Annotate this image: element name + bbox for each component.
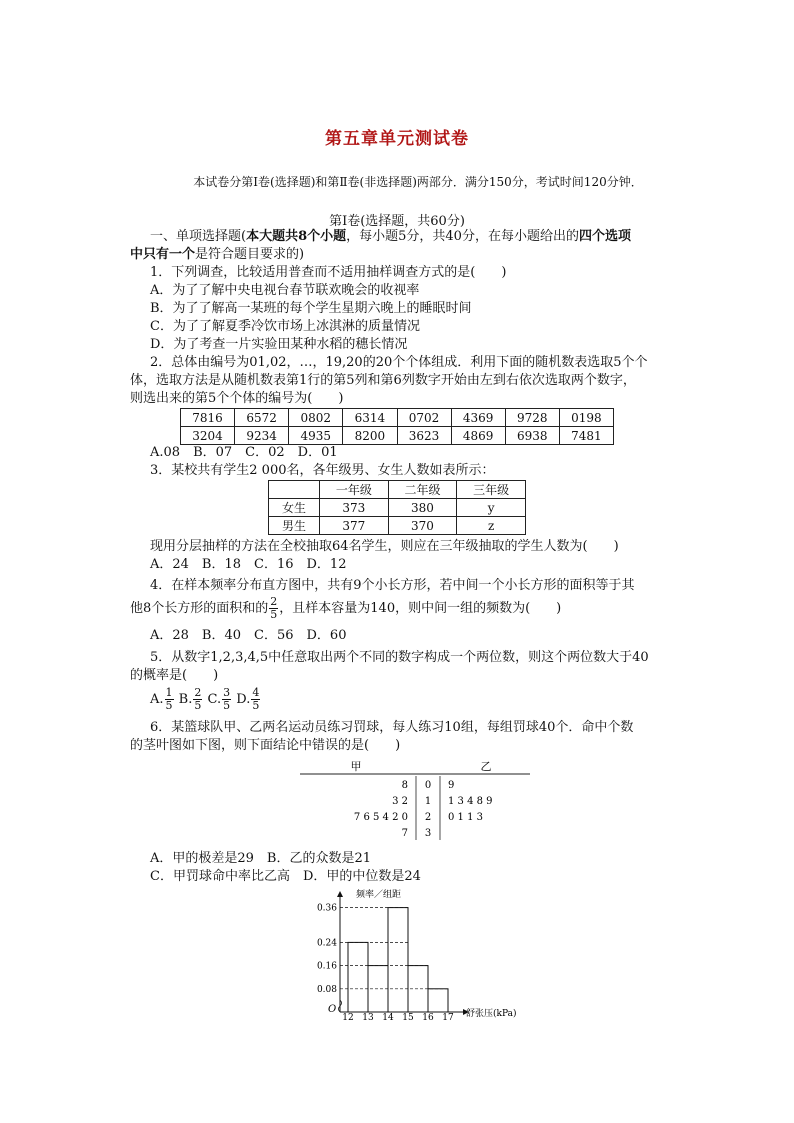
q2-q3-block (130, 444, 670, 480)
y-tick-label: 0.08 (316, 984, 337, 995)
q1-option-d: D．为了考查一片实验田某种水稻的穗长情况 (150, 337, 408, 352)
table-cell (269, 481, 320, 499)
table-cell: 6572 (235, 409, 289, 427)
section-heading: 第Ⅰ卷(选择题，共60分) (329, 214, 465, 229)
q1-option-b: B．为了了解高一某班的每个学生星期六晚上的睡眠时间 (150, 301, 472, 316)
q4-options: A．28 B．40 C．56 D．60 (150, 628, 347, 643)
x-tick-label: 12 (342, 1013, 354, 1020)
q3-stem: 3．某校共有学生2 000名，各年级男、女生人数如表所示： (150, 463, 495, 478)
part1-heading-line2: 中只有一个是符合题目要求的) (130, 247, 305, 262)
q2-options: A.08 B．07 C．02 D．01 (150, 445, 338, 460)
q5-options: A. $\frac{1}{5}$ B. $\frac{2}{5}$ C. $\frac{3}{5}$ D. $\frac{4}{5}$ (150, 686, 260, 712)
stem-leaf-rows (354, 780, 493, 839)
table-cell: 0802 (289, 409, 343, 427)
q1-option-c: C．为了了解夏季冷饮市场上冰淇淋的质量情况 (150, 319, 420, 334)
q6-options-line2: C．甲罚球命中率比乙高 D．甲的中位数是24 (150, 869, 421, 884)
x-tick-label: 15 (402, 1013, 414, 1020)
stem-leaf-header-right: 乙 (480, 760, 492, 773)
q3-q6-block (130, 538, 670, 755)
stem-leaf-header-left: 甲 (350, 760, 362, 773)
page-title: 第五章单元测试卷 (325, 129, 469, 149)
table-cell: 9234 (235, 427, 289, 445)
table-row (269, 517, 526, 535)
table-cell: 一年级 (320, 481, 389, 499)
q2-line3: 则选出来的第5个个体的编号为( ) (130, 391, 344, 406)
stem-value: 1 (424, 796, 432, 807)
x-tick-label: 13 (362, 1013, 374, 1020)
table-cell: 8200 (343, 427, 397, 445)
fraction: $\frac{2}{5}$ (194, 686, 202, 712)
q3-line2: 现用分层抽样的方法在全校抽取64名学生，则应在三年级抽取的学生人数为( ) (150, 539, 619, 554)
histogram-bar (428, 989, 448, 1012)
q5-line1: 5．从数字1,2,3,4,5中任意取出两个不同的数字构成一个两位数，则这个两位数大于40 (150, 650, 649, 665)
table-cell: 4369 (451, 409, 505, 427)
stem-leaf-right-leaves: 0 1 1 3 (448, 812, 483, 823)
table-cell: 0198 (559, 409, 613, 427)
table-cell: 0702 (397, 409, 451, 427)
fraction: $\frac{1}{5}$ (165, 686, 173, 712)
x-axis-label: 舒张压(kPa) (466, 1009, 517, 1019)
grade-gender-table (268, 480, 526, 535)
table-cell: z (457, 517, 526, 535)
stem-leaf-left-leaves: 3 2 (392, 796, 408, 807)
stem-leaf-left-leaves: 7 6 5 4 2 0 (353, 812, 408, 823)
table-cell: 4935 (289, 427, 343, 445)
table-cell: 3623 (397, 427, 451, 445)
table-cell: 3204 (181, 427, 235, 445)
table-cell: 6938 (505, 427, 559, 445)
histogram-bar (388, 908, 408, 1012)
q6-line2: 的茎叶图如下图，则下面结论中错误的是( ) (130, 738, 401, 753)
q1-stem: 1．下列调查，比较适用普查而不适用抽样调查方式的是( ) (150, 265, 507, 280)
table-row (269, 499, 526, 517)
table-cell: 二年级 (388, 481, 457, 499)
table-cell: 9728 (505, 409, 559, 427)
q1-option-a: A．为了了解中央电视台春节联欢晚会的收视率 (150, 283, 420, 298)
x-tick-label: 14 (382, 1013, 394, 1020)
q4-line1: 4．在样本频率分布直方图中，共有9个小长方形，若中间一个小长方形的面积等于其 (150, 578, 635, 593)
random-number-table (180, 408, 614, 445)
stem-leaf-right-leaves: 9 (448, 780, 455, 791)
stem-leaf-left-leaves: 7 (401, 828, 408, 839)
table-row (181, 409, 614, 427)
q6-line1: 6．某篮球队甲、乙两名运动员练习罚球，每人练习10组，每组罚球40个．命中个数 (150, 720, 634, 735)
table-row (269, 481, 526, 499)
histogram-bar (348, 942, 368, 1012)
stem-leaf-plot (300, 758, 532, 840)
exam-intro: 本试卷分第Ⅰ卷(选择题)和第Ⅱ卷(非选择题)两部分．满分150分，考试时间120分钟． (193, 175, 643, 189)
table-cell: 373 (320, 499, 389, 517)
y-axis-label: 频率／组距 (356, 890, 402, 900)
table-cell: y (457, 499, 526, 517)
q5-line2: 的概率是( ) (130, 668, 219, 683)
table-cell: 男生 (269, 517, 320, 535)
stem-leaf-right-leaves: 1 3 4 8 9 (448, 796, 493, 807)
table-cell: 370 (388, 517, 457, 535)
histogram-bars (317, 904, 454, 1020)
y-tick-label: 0.16 (316, 961, 337, 972)
table-cell: 7481 (559, 427, 613, 445)
part1-block (130, 228, 670, 408)
origin-label: O (328, 1004, 337, 1015)
table-cell: 380 (388, 499, 457, 517)
x-tick-label: 17 (442, 1013, 454, 1020)
table-cell: 377 (320, 517, 389, 535)
table-cell: 4869 (451, 427, 505, 445)
x-tick-label: 16 (422, 1013, 434, 1020)
part1-heading: 一、单项选择题(本大题共8个小题，每小题5分，共40分，在每小题给出的四个选项 (150, 229, 631, 244)
fraction: $\frac{2}{5}$ (270, 595, 278, 621)
stem-value: 3 (424, 828, 432, 839)
fraction: $\frac{3}{5}$ (223, 686, 231, 712)
table-cell: 6314 (343, 409, 397, 427)
q6-options-line1: A．甲的极差是29 B．乙的众数是21 (150, 851, 372, 866)
table-row (181, 427, 614, 445)
fraction: $\frac{4}{5}$ (252, 686, 260, 712)
stem-value: 0 (424, 780, 432, 791)
y-tick-label: 0.36 (316, 903, 337, 914)
y-tick-label: 0.24 (316, 938, 337, 949)
table-cell: 三年级 (457, 481, 526, 499)
stem-leaf-left-leaves: 8 (401, 780, 408, 791)
stem-value: 2 (424, 812, 432, 823)
table-cell: 7816 (181, 409, 235, 427)
table-cell: 女生 (269, 499, 320, 517)
q3-options: A．24 B．18 C．16 D．12 (150, 557, 347, 572)
q4-line2: 他8个长方形的面积和的 $\frac{2}{5}$ ，且样本容量为140，则中间一组的频数为( ) (130, 595, 562, 621)
q2-line2: 体，选取方法是从随机数表第1行的第5列和第6列数字开始由左到右依次选取两个数字， (130, 373, 636, 388)
frequency-histogram (300, 888, 540, 1020)
q6-options-block (130, 850, 670, 886)
q2-line1: 2．总体由编号为01,02，…，19,20的20个个体组成．利用下面的随机数表选取5个个 (150, 355, 648, 370)
